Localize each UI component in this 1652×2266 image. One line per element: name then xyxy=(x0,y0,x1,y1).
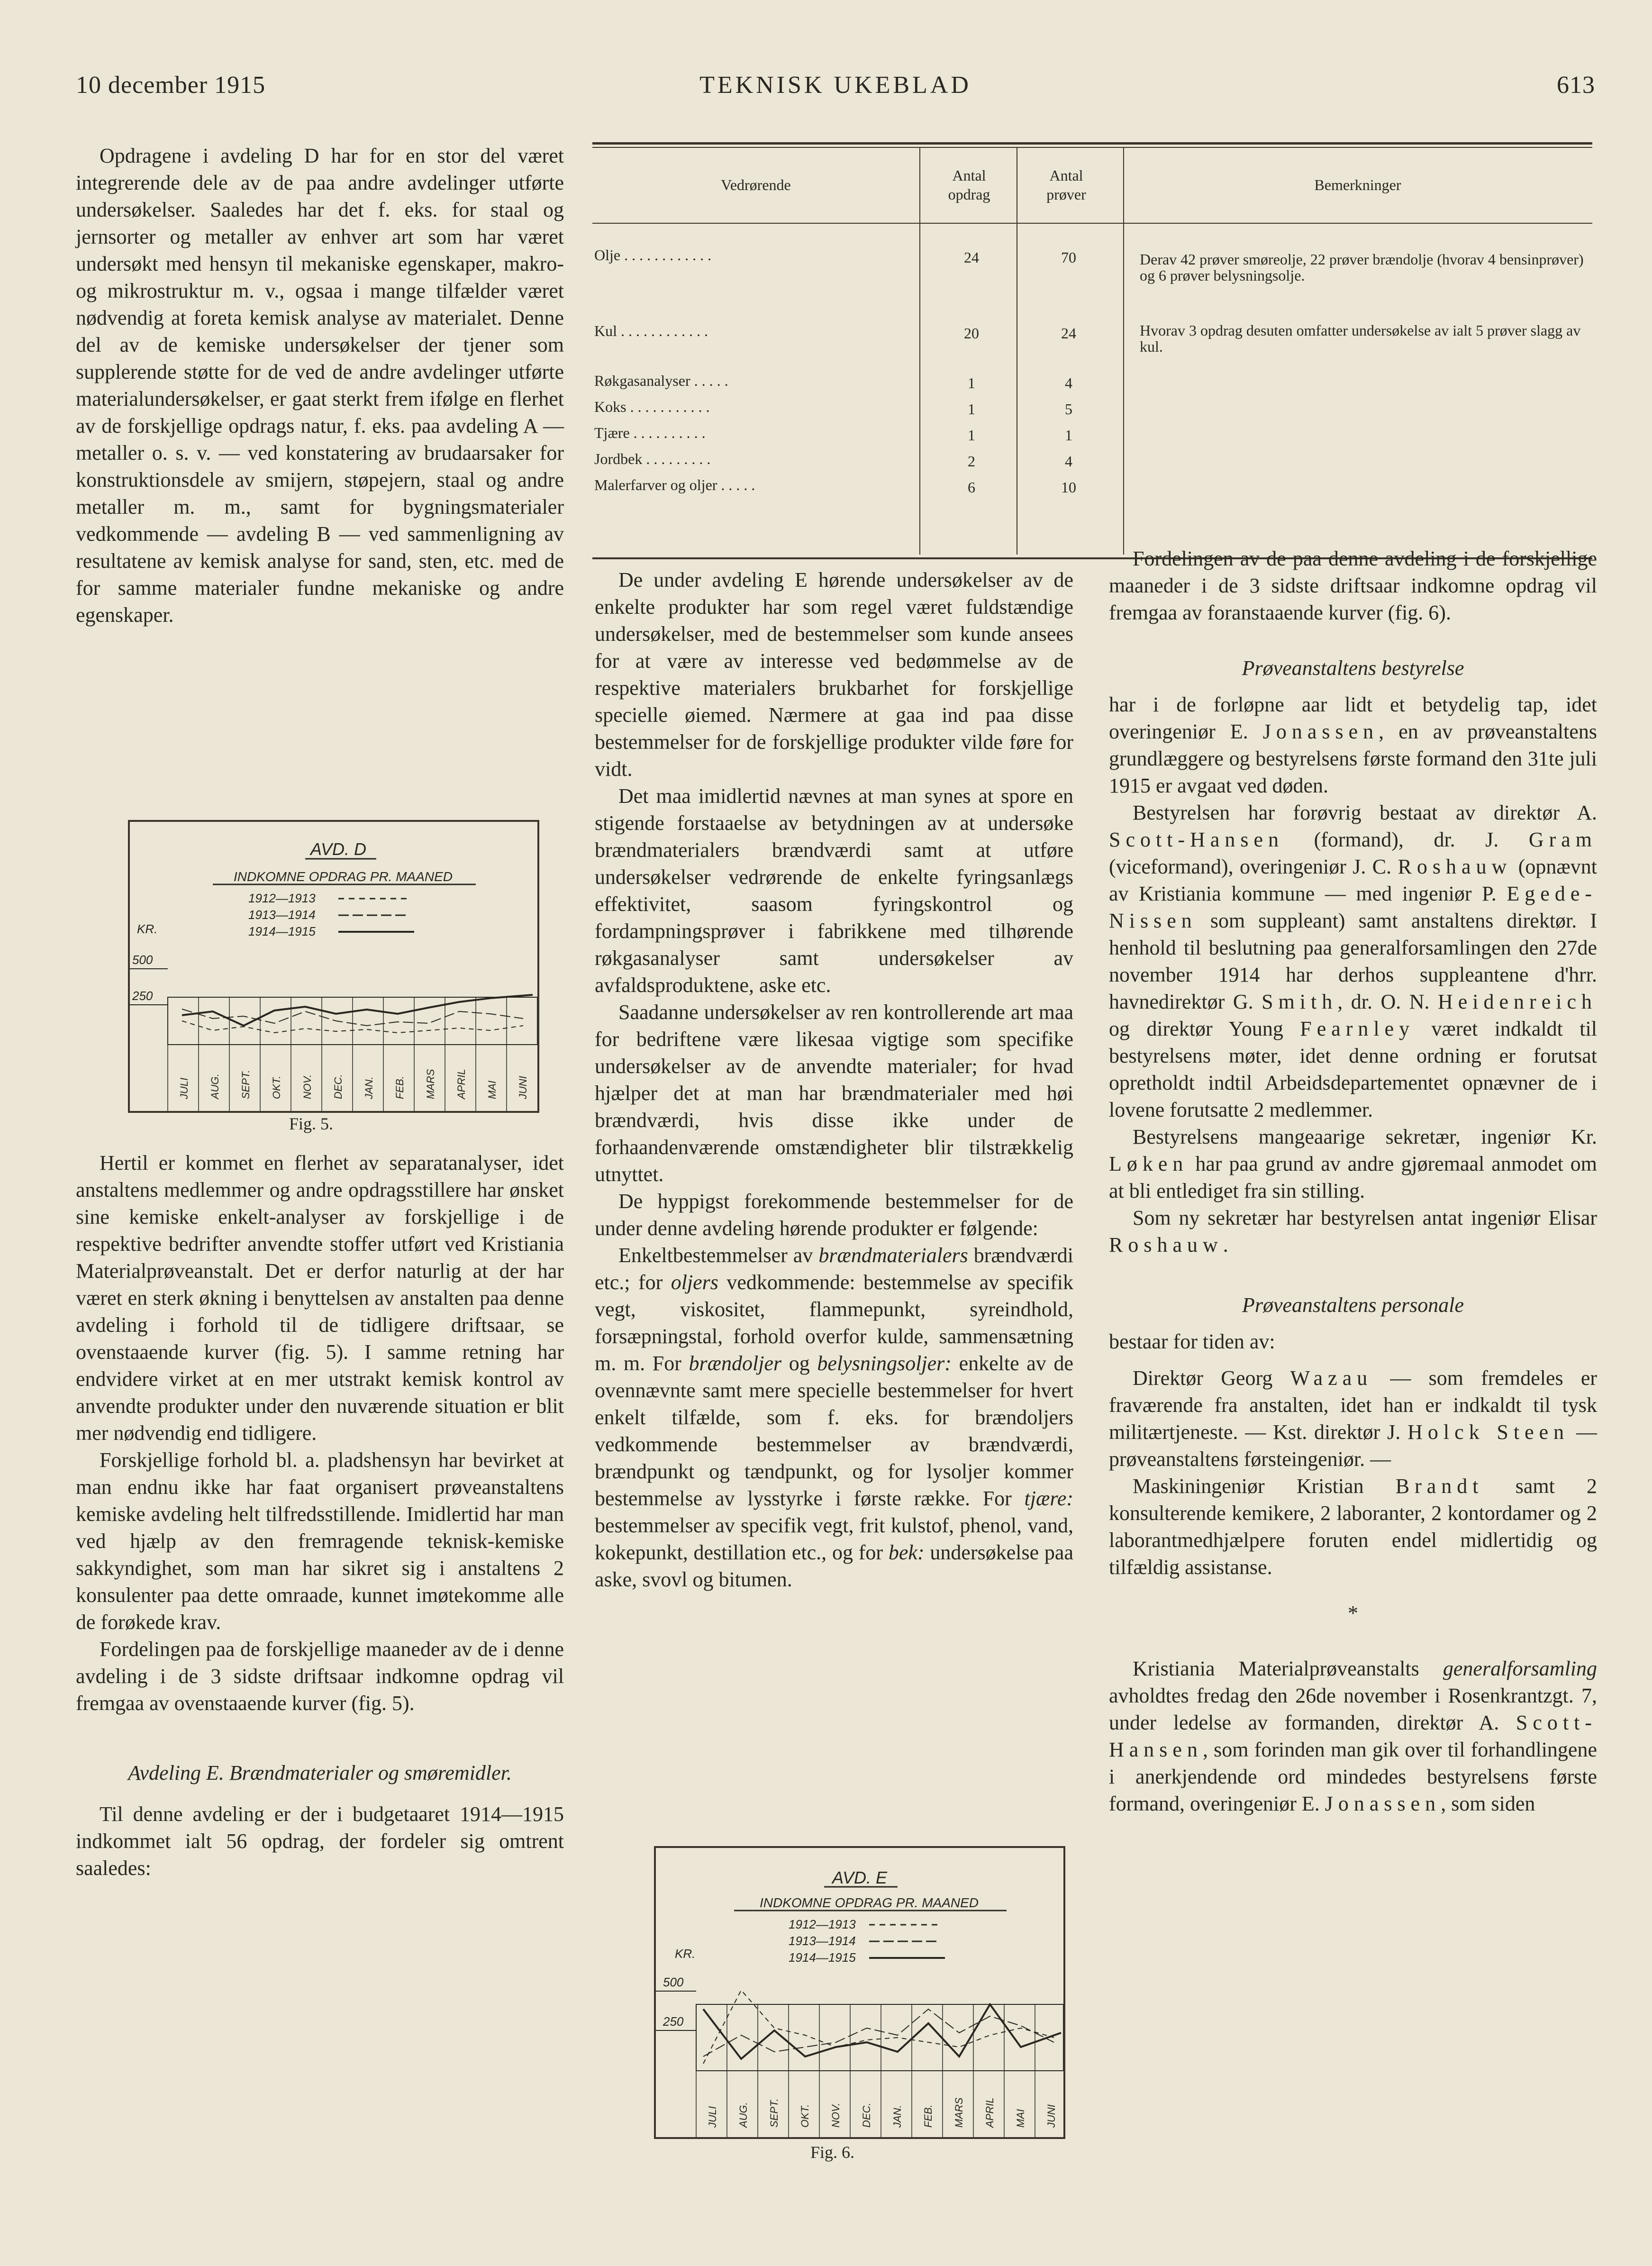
journal-title: TEKNISK UKEBLAD xyxy=(699,72,971,99)
paragraph: Til denne avdeling er der i budgetaaret 1914—1915 indkommet ialt 56 opdrag, der fordeler sig omtrent saaledes: xyxy=(76,1802,564,1880)
paragraph: De under avdeling E hørende undersøkelser av de enkelte produkter har som regel været fuldstændige undersøkelser, med de bestemmelser som kunde ansees for at være av interesse ved bedømmelse av de respektive materialers brukbarhet for forskjellige specielle øiemed. Nærmere at gaa ind paa disse bestemmelser for de forskjellige produkter vilde føre for vidt. xyxy=(595,568,1073,781)
fig5-ytick-500: 500 xyxy=(132,953,153,967)
middle-column-top xyxy=(595,566,1073,1593)
cell-opdrag: 1 xyxy=(968,427,975,444)
fig5-month: MARS xyxy=(425,1069,436,1099)
paragraph: De hyppigst forekommende bestemmelser for de under denne avdeling hørende produkter er følgende: xyxy=(595,1190,1073,1240)
fig6-title: AVD. E xyxy=(832,1868,888,1887)
fig5-month: APRIL xyxy=(455,1069,467,1099)
section-divider-star: * xyxy=(1348,1602,1358,1625)
fig5-month: FEB. xyxy=(394,1076,406,1099)
fig6-month: JAN. xyxy=(891,2105,903,2128)
figure-5-chart xyxy=(128,820,539,1113)
paragraph: Opdragene i avdeling D har for en stor del været integrerende dele av de paa andre avdelinger utførte undersøkelser. Saaledes har det f. eks. for staal og jernsorter og metaller av enhver art som har været undersøkt med hensyn til mekaniske egenskaper, makro- og mikrostruktur m. v., ogsaa i mange tilfælder været nødvendig at foreta kemisk analyse av materialet. Denne del av de kemiske undersøkelser der tjener som supplerende støtte for de ved de andre avdelinger utførte materialundersøkelser, er gaat sterkt frem ifølge en flerhet av de forskjellige opdrags natur, f. eks. paa avdeling A — metaller o. s. v. — ved konstatering av brudaarsaker for konstruktionsdele av smijern, støpejern, staal og andre metaller m. m., samt for bygningsmaterialer vedkommende — avdeling B — ved sammenligning av resultatene av kemisk analyse for sand, sten, etc. med de for samme materialer fundne mekaniske og andre egenskaper. xyxy=(76,144,564,627)
header-bemerkninger: Bemerkninger xyxy=(1314,176,1401,193)
fig5-subtitle: INDKOMNE OPDRAG PR. MAANED xyxy=(233,869,453,884)
paragraph: Som ny sekretær har bestyrelsen antat ingeniør Elisar Roshauw. xyxy=(1109,1206,1597,1256)
fig5-month: NOV. xyxy=(301,1074,313,1099)
paragraph: Saadanne undersøkelser av ren kontrollerende art maa for bedriftene være likesaa vigtige som specifike undersøkelser av de anvendte materialer; for hvad hjælper det at man har brændmaterialer med høi brændværdi, hvis disse ikke under de forhaandenværende omstændigheter blir tilstrækkelig utnyttet. xyxy=(595,1001,1073,1186)
fig5-ytick-250: 250 xyxy=(132,989,153,1003)
fig5-month: JAN. xyxy=(363,1076,375,1099)
cell-prover: 5 xyxy=(1065,400,1072,418)
row-label: Malerfarver og oljer . . . . . xyxy=(594,476,755,493)
paragraph: Bestyrelsen har forøvrig bestaat av direktør A. Scott-Hansen (formand), dr. J. Gram (viceformand), overingeniør J. C. Roshauw (opnævnt av Kristiania kommune — med ingeniør P. Egede-Nissen som suppleant) samt anstaltens direktør. I henhold til beslutning paa generalforsamlingen den 27de november 1914 har derhos suppleantene d'hrr. havnedirektør G. Smith, dr. O. N. Heidenreich og direktør Young Fearnley været indkaldt til bestyrelsens møter, idet denne ordning er forutsat opretholdt indtil Arbeidsdepartementet opnævner de i lovene forutsatte 2 medlemmer. xyxy=(1109,801,1597,1121)
figure-6-caption: Fig. 6. xyxy=(810,2143,855,2162)
fig5-month: SEPT. xyxy=(240,1070,252,1099)
figure-6-svg xyxy=(656,1848,1063,2137)
row-label: Røkgasanalyser . . . . . xyxy=(594,372,728,389)
remark-kul: Hvorav 3 opdrag desuten omfatter undersøkelse av ialt 5 prøver slagg av kul. xyxy=(1140,322,1581,355)
row-label: Jordbek . . . . . . . . . xyxy=(594,450,711,467)
paragraph: Det maa imidlertid nævnes at man synes at spore en stigende forstaaelse av betydningen av at undersøke brændmaterialers brændværdi samt at utføre undersøkelser vedrørende de enkelte fyringsanlægs effektivitet, saasom fyringskontrol og fordampningsprøver i fabrikkene med tilhørende røkgasanalyser samt undersøkelser av avfaldsproduktene, aske etc. xyxy=(595,784,1073,997)
paragraph: Bestyrelsens mangeaarige sekretær, ingeniør Kr. Løken har paa grund av andre gjøremaal anmodet om at bli entlediget fra sin stilling. xyxy=(1109,1125,1597,1202)
fig6-subtitle: INDKOMNE OPDRAG PR. MAANED xyxy=(759,1895,979,1910)
fig6-legend-1: 1912—1913 xyxy=(789,1917,856,1931)
figure-6-chart xyxy=(654,1846,1065,2139)
fig6-legend-3: 1914—1915 xyxy=(789,1950,856,1965)
fig6-month: NOV. xyxy=(830,2102,842,2128)
fig6-ylabel: KR. xyxy=(675,1947,696,1961)
paragraph: Enkeltbestemmelser av brændmaterialers brændværdi etc.; for oljers vedkommende: bestemmelse av specifik vegt, viskositet, flammepunkt, syreindhold, forsæpningstal, forhold overfor kulde, sammensætning m. m. For brændoljer og belysningsoljer: enkelte av de ovennævnte samt mere specielle bestemmelser for hvert enkelt tilfælde, som f. eks. for brændoljers vedkommende bestemmelser av brændværdi, brændpunkt og tændpunkt, og for lysoljer kommer bestemmelse av lysstyrke i første række. For tjære: bestemmelser av specifik vegt, frit kulstof, phenol, vand, kokepunkt, destillation etc., og for bek: undersøkelse paa aske, svovl og bitumen. xyxy=(595,1244,1073,1591)
cell-prover: 4 xyxy=(1065,453,1072,470)
page-header xyxy=(76,71,1595,114)
fig6-month: JULI xyxy=(707,2106,718,2128)
cell-prover: 4 xyxy=(1065,374,1072,391)
paragraph: Forskjellige forhold bl. a. pladshensyn har bevirket at man endnu ikke har faat organisert prøveanstaltens kemiske avdeling helt tilfredsstillende. Imidlertid har man ved hjælp av den fremragende teknisk-kemiske sakkyndighet, som man har sikret sig i anstaltens 2 konsulenter paa dette omraade, kunnet imøtekomme alle de forøkede krav. xyxy=(76,1448,564,1634)
cell-prover: 70 xyxy=(1061,249,1076,266)
cell-opdrag: 6 xyxy=(968,479,975,496)
cell-opdrag: 24 xyxy=(964,249,979,266)
cell-opdrag: 20 xyxy=(964,325,979,342)
paragraph: Fordelingen av de paa denne avdeling i de forskjellige maaneder i de 3 sidste driftsaar indkomne opdrag vil fremgaa av foranstaaende kurver (fig. 6). xyxy=(1109,547,1597,624)
fig6-month: AUG. xyxy=(737,2102,749,2128)
fig5-month: DEC. xyxy=(332,1074,344,1099)
row-label: Tjære . . . . . . . . . . xyxy=(594,424,706,441)
paragraph: Direktør Georg Wazau — som fremdeles er fraværende fra anstalten, idet han er indkaldt til tysk militærtjeneste. — Kst. direktør J. Holck Steen — prøveanstaltens førsteingeniør. — xyxy=(1109,1366,1597,1471)
paragraph: Maskiningeniør Kristian Brandt samt 2 konsulterende kemikere, 2 laboranter, 2 kontordamer og 2 laborantmedhjælpere foruten endel midlertidig og tilfældig assistanse. xyxy=(1109,1474,1597,1579)
fig5-ylabel: KR. xyxy=(137,922,158,936)
fig5-month: AUG. xyxy=(209,1074,221,1099)
fig6-legend-2: 1913—1914 xyxy=(789,1934,856,1948)
header-vedrorende: Vedrørende xyxy=(721,176,791,193)
cell-opdrag: 1 xyxy=(968,400,975,418)
fig5-legend-1: 1912—1913 xyxy=(248,891,316,905)
remark-olje: Derav 42 prøver smøreolje, 22 prøver brændolje (hvorav 4 bensinprøver) og 6 prøver belysningsolje. xyxy=(1140,251,1584,284)
cell-prover: 10 xyxy=(1061,479,1076,496)
fig6-ytick-250: 250 xyxy=(663,2014,684,2029)
fig5-legend-2: 1913—1914 xyxy=(248,908,316,922)
cell-opdrag: 2 xyxy=(968,453,975,470)
section-heading-personale: Prøveanstaltens personale xyxy=(1242,1293,1464,1317)
row-label: Koks . . . . . . . . . . . xyxy=(594,398,710,415)
figure-5-svg xyxy=(130,822,537,1111)
paragraph: har i de forløpne aar lidt et betydelig tap, idet overingeniør E. Jonassen, en av prøveanstaltens grundlæggere og bestyrelsens første formand den 31te juli 1915 er avgaat ved døden. xyxy=(1109,693,1597,797)
row-label: Kul . . . . . . . . . . . . xyxy=(594,322,708,339)
paragraph: bestaar for tiden av: xyxy=(1109,1330,1275,1353)
fig6-month: SEPT. xyxy=(768,2098,780,2128)
fig6-month: OKT. xyxy=(799,2104,811,2128)
fig5-month: MAI xyxy=(486,1080,498,1099)
cell-prover: 24 xyxy=(1061,325,1076,342)
left-column-top xyxy=(76,142,564,628)
fig6-ytick-500: 500 xyxy=(663,1975,684,1989)
fig6-month: DEC. xyxy=(861,2102,872,2128)
issue-date: 10 december 1915 xyxy=(76,72,266,99)
paragraph: Kristiania Materialprøveanstalts generalforsamling avholdtes fredag den 26de november i Rosenkrantzgt. 7, under ledelse av formanden, direktør A. Scott-Hansen, som forinden man gik over til forhandlingene i anerkjendende ord mindedes bestyrelsens første formand, overingeniør E. Jonassen, som siden xyxy=(1109,1657,1597,1815)
section-heading-bestyrelse: Prøveanstaltens bestyrelse xyxy=(1242,656,1464,680)
paragraph: Hertil er kommet en flerhet av separatanalyser, idet anstaltens medlemmer og andre opdragsstillere har ønsket sine kemiske enkelt-analyser av forskjellige i de respektive bedrifter anvendte stoffer utført ved Kristiania Materialprøveanstalt. Det er derfor naturlig at der har været en sterk økning i benyttelsen av anstalten paa denne avdeling i forhold til de tidligere driftsaar, se ovenstaaende kurver (fig. 5). I samme retning har endvidere virket at en mer utstrakt kemisk kontrol av anvendte produkter under den nuværende situation er blit mer nødvendig end tidligere. xyxy=(76,1151,564,1445)
fig5-month: JULI xyxy=(178,1077,190,1099)
fig6-month: MARS xyxy=(953,2097,965,2128)
cell-opdrag: 1 xyxy=(968,374,975,391)
right-column xyxy=(1109,545,1597,1817)
fig6-month: JUNI xyxy=(1045,2104,1057,2128)
fig5-legend-3: 1914—1915 xyxy=(248,924,316,938)
section-heading: Avdeling E. Brændmaterialer og smøremidler. xyxy=(128,1761,512,1784)
row-label: Olje . . . . . . . . . . . . xyxy=(594,246,712,264)
orders-table xyxy=(592,142,1592,559)
fig5-month: JUNI xyxy=(517,1076,529,1099)
fig6-month: FEB. xyxy=(922,2104,934,2128)
fig6-month: APRIL xyxy=(984,2097,996,2128)
paragraph: Fordelingen paa de forskjellige maaneder av de i denne avdeling i de 3 sidste driftsaar indkomne opdrag vil fremgaa av ovenstaaende kurver (fig. 5). xyxy=(76,1638,564,1715)
figure-5-caption: Fig. 5. xyxy=(289,1114,334,1133)
fig5-title: AVD. D xyxy=(310,839,367,859)
left-column-bottom xyxy=(76,1149,564,1882)
cell-prover: 1 xyxy=(1065,427,1072,444)
fig5-month: OKT. xyxy=(271,1075,282,1099)
header-antal-opdrag: Antal opdrag xyxy=(948,167,990,203)
header-antal-prover: Antal prøver xyxy=(1046,167,1086,203)
page-number: 613 xyxy=(1557,72,1595,99)
fig6-month: MAI xyxy=(1015,2109,1026,2128)
